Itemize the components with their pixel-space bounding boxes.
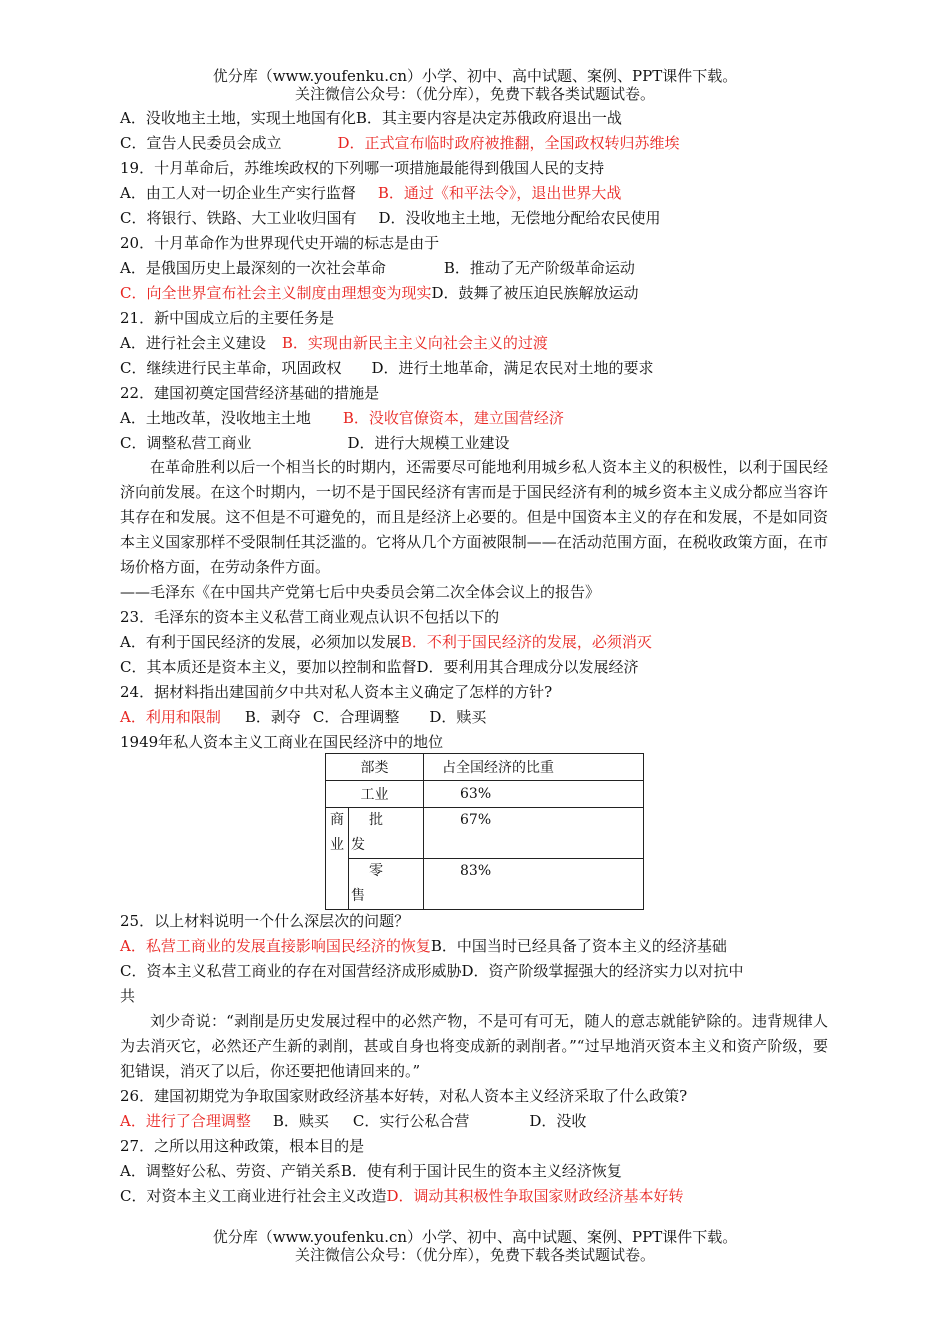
q20-options-cd — [120, 283, 639, 303]
q21-option-b-answer: B．实现由新民主主义向社会主义的过渡 — [281, 334, 548, 352]
q23-option-a: A．有利于国民经济的发展，必须加以发展 — [120, 633, 401, 651]
table-cell-industry-value: 63% — [424, 781, 644, 808]
table-cell-commerce-char2: 业 — [330, 837, 344, 853]
q22-stem: 22．建国初奠定国营经济基础的措施是 — [120, 384, 380, 402]
table-cell-retail-value: 83% — [424, 859, 644, 910]
q19-stem: 19．十月革命后，苏维埃政权的下列哪一项措施最能得到俄国人民的支持 — [120, 159, 605, 177]
q24-option-a-answer: A．利用和限制 — [120, 708, 221, 726]
table-cell-retail-char1: 零 — [369, 863, 383, 879]
q21-options-cd — [120, 358, 654, 378]
q24-option-c: C．合理调整 — [312, 708, 400, 726]
q26-option-b: B．赎买 — [272, 1112, 329, 1130]
table-cell-wholesale-char1: 批 — [369, 812, 383, 828]
q18-option-d-answer: D．正式宣布临时政府被推翻，全国政权转归苏维埃 — [337, 134, 680, 152]
table-cell-wholesale-value: 67% — [424, 808, 644, 859]
q19-option-b-answer: B．通过《和平法令》，退出世界大战 — [377, 184, 622, 202]
q20-option-b: B．推动了无产阶级革命运动 — [443, 259, 635, 277]
q22-options-cd — [120, 433, 510, 453]
q18-option-a: A．没收地主土地，实现土地国有化 — [120, 109, 356, 127]
q25-options-ab — [120, 936, 727, 956]
q21-option-c: C．继续进行民主革命，巩固政权 — [120, 359, 342, 377]
table-cell-retail — [349, 859, 424, 910]
q24-stem: 24．据材料指出建国前夕中共对私人资本主义确定了怎样的方针? — [120, 683, 553, 701]
material-mao-source: ——毛泽东《在中国共产党第七后中央委员会第二次全体会议上的报告》 — [120, 583, 601, 601]
q23-options-ab — [120, 632, 652, 652]
q22-option-d: D．进行大规模工业建设 — [347, 434, 510, 452]
q25-option-b: B．中国当时已经具备了资本主义的经济基础 — [430, 937, 727, 955]
q25-option-c: C．资本主义私营工商业的存在对国营经济成形威胁 — [120, 962, 462, 980]
q25-option-a-answer: A．私营工商业的发展直接影响国民经济的恢复 — [120, 937, 431, 955]
economy-share-table — [325, 753, 644, 910]
q22-options-ab — [120, 408, 564, 428]
q26-option-c: C．实行公私合营 — [352, 1112, 470, 1130]
q18-option-c: C．宣告人民委员会成立 — [120, 134, 282, 152]
q23-option-c: C．其本质还是资本主义，要加以控制和监督 — [120, 658, 417, 676]
q20-options-ab — [120, 258, 635, 278]
q23-options-cd — [120, 657, 639, 677]
q20-option-c-answer: C．向全世界宣布社会主义制度由理想变为现实 — [120, 284, 432, 302]
q19-options-cd — [120, 208, 661, 228]
table-cell-industry: 工业 — [326, 781, 424, 808]
material-mao — [120, 455, 828, 605]
q25-stem: 25．以上材料说明一个什么深层次的问题？ — [120, 912, 410, 930]
page-header-line2: 关注微信公众号：（优分库），免费下载各类试题试卷。 — [294, 85, 655, 103]
q19-option-d: D．没收地主土地，无偿地分配给农民使用 — [378, 209, 661, 227]
q23-stem: 23．毛泽东的资本主义私营工商业观点认识不包括以下的 — [120, 608, 500, 626]
table-cell-commerce — [326, 808, 349, 910]
q26-option-d: D．没收 — [529, 1112, 587, 1130]
q24-option-b: B．剥夺 — [244, 708, 301, 726]
q25-option-d: D．资产阶级掌握强大的经济实力以对抗中 — [461, 962, 744, 980]
q22-option-c: C．调整私营工商业 — [120, 434, 252, 452]
q27-options-cd — [120, 1186, 684, 1206]
q21-option-d: D．进行土地革命，满足农民对土地的要求 — [371, 359, 654, 377]
q27-option-d-answer: D．调动其积极性争取国家财政经济基本好转 — [386, 1187, 684, 1205]
q27-option-b: B．使有利于国计民生的资本主义经济恢复 — [340, 1162, 622, 1180]
q22-option-b-answer: B．没收官僚资本，建立国营经济 — [342, 409, 564, 427]
q27-option-c: C．对资本主义工商业进行社会主义改造 — [120, 1187, 387, 1205]
q18-option-b: B．其主要内容是决定苏俄政府退出一战 — [355, 109, 622, 127]
table-cell-wholesale-char2: 发 — [351, 837, 365, 853]
q26-stem: 26．建国初期党为争取国家财政经济基本好转，对私人资本主义经济采取了什么政策? — [120, 1087, 688, 1105]
q25-options-cd — [120, 961, 744, 981]
material-liu-text: 刘少奇说：“剥削是历史发展过程中的必然产物，不是可有可无，随人的意志就能铲除的。违背规律人为去消灭它，必然还产生新的剥削，甚或自身也将变成新的剥削者。”“过早地消灭资本主义和资产阶级，要犯错误，消灭了以后，你还要把他请回来的。” — [120, 1012, 828, 1080]
q25-option-d-continued: 共 — [120, 987, 136, 1005]
q23-option-b-answer: B．不利于国民经济的发展，必须消灭 — [400, 633, 652, 651]
q27-option-a: A．调整好公私、劳资、产销关系 — [120, 1162, 341, 1180]
page-header-line1: 优分库（www.youfenku.cn）小学、初中、高中试题、案例、PPT课件下载。 — [212, 67, 738, 85]
table-header-share: 占全国经济的比重 — [424, 754, 644, 781]
q21-options-ab — [120, 333, 548, 353]
q27-stem: 27．之所以用这种政策，根本目的是 — [120, 1137, 365, 1155]
material-mao-text: 在革命胜利以后一个相当长的时期内，还需要尽可能地利用城乡私人资本主义的积极性，以利于国民经济向前发展。在这个时期内，一切不是于国民经济有害而是于国民经济有利的城乡资本主义成分都应当容许其存在和发展。这不但是不可避免的，而且是经济上必要的。但是中国资本主义的存在和发展，不是如同资本主义国家那样不受限制任其泛滥的。它将从几个方面被限制——在活动范围方面，在税收政策方面，在市场价格方面，在劳动条件方面。 — [120, 458, 828, 576]
table-header-category: 部类 — [326, 754, 424, 781]
table-cell-retail-char2: 售 — [351, 888, 365, 904]
q21-option-a: A．进行社会主义建设 — [120, 334, 266, 352]
page-footer-line2: 关注微信公众号：（优分库），免费下载各类试题试卷。 — [294, 1246, 655, 1264]
q24-option-d: D．赎买 — [429, 708, 487, 726]
q19-options-ab — [120, 183, 621, 203]
q20-stem: 20．十月革命作为世界现代史开端的标志是由于 — [120, 234, 440, 252]
page-footer-line1: 优分库（www.youfenku.cn）小学、初中、高中试题、案例、PPT课件下载。 — [212, 1228, 738, 1246]
table-caption: 1949年私人资本主义工商业在国民经济中的地位 — [120, 733, 444, 751]
q20-option-d: D．鼓舞了被压迫民族解放运动 — [431, 284, 639, 302]
q19-option-a: A．由工人对一切企业生产实行监督 — [120, 184, 356, 202]
q23-option-d: D．要利用其合理成分以发展经济 — [416, 658, 639, 676]
q18-options-cd — [120, 133, 680, 153]
q22-option-a: A．土地改革，没收地主土地 — [120, 409, 311, 427]
q24-options — [120, 707, 486, 727]
table-cell-commerce-char1: 商 — [330, 812, 344, 828]
q26-option-a-answer: A．进行了合理调整 — [120, 1112, 251, 1130]
q21-stem: 21．新中国成立后的主要任务是 — [120, 309, 335, 327]
table-cell-wholesale — [349, 808, 424, 859]
q27-options-ab — [120, 1161, 622, 1181]
q20-option-a: A．是俄国历史上最深刻的一次社会革命 — [120, 259, 386, 277]
q19-option-c: C．将银行、铁路、大工业收归国有 — [120, 209, 357, 227]
q26-options — [120, 1111, 586, 1131]
material-liu — [120, 1009, 828, 1084]
q18-options-ab — [120, 108, 622, 128]
